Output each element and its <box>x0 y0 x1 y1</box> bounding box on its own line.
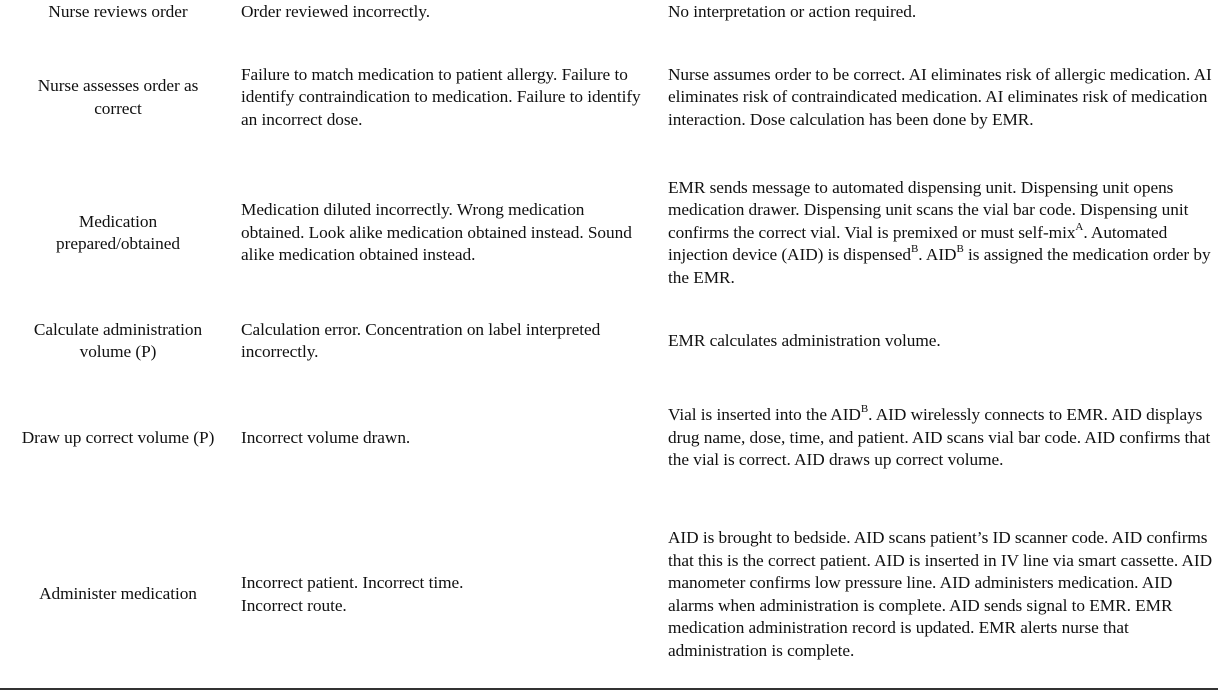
automated-process-cell: Vial is inserted into the $AID^B$. AID wirelessly connects to EMR. AID displays drug name, dose, time, and patient. AID scans vial bar code. AID confirms that the vial is correct. AID draws up correct volume. <box>668 403 1211 470</box>
process-step-cell: Draw up correct volume (P) <box>21 427 215 447</box>
automated-process-cell: No interpretation or action required. <box>668 1 917 21</box>
footnote-b-marker: B <box>956 243 964 256</box>
potential-error-cell: Incorrect patient. Incorrect time. Incorrect route. <box>241 573 464 615</box>
potential-error-cell: Medication diluted incorrectly. Wrong medication obtained. Look alike medication obtained instead. Sound alike medication obtained instead. <box>241 200 632 265</box>
automated-process-cell: Nurse assumes order to be correct. AI eliminates risk of allergic medication. AI eliminates risk of contraindicated medication. AI eliminates risk of medication interaction. Dose calculation has been done by EMR. <box>668 64 1212 129</box>
footnote-a-marker: A <box>1075 220 1084 233</box>
potential-error-cell: Order reviewed incorrectly. <box>241 1 430 21</box>
potential-error-cell: Failure to match medication to patient allergy. Failure to identify contraindication to medication. Failure to identify an incorrect dose. <box>241 64 641 129</box>
table-row <box>0 174 1218 292</box>
process-step-cell: Nurse reviews order <box>48 1 188 21</box>
table-row <box>0 0 1218 24</box>
process-step-cell: Nurse assesses order as correct <box>37 76 199 118</box>
potential-error-cell: Calculation error. Concentration on label interpreted incorrectly. <box>241 319 601 361</box>
table-bottom-rule <box>0 688 1218 690</box>
automated-process-cell: AID is brought to bedside. AID scans patient’s ID scanner code. AID confirms that this is the correct patient. AID is inserted in IV line via smart cassette. AID manometer confirms low pressure line. AID administers medication. AID alarms when administration is complete. AID sends signal to EMR. EMR medication administration record is updated. EMR alerts nurse that administration is complete. <box>668 528 1213 660</box>
process-step-cell: Administer medication <box>39 584 197 604</box>
automated-process-cell: EMR calculates administration volume. <box>668 330 941 350</box>
table-row <box>0 52 1218 143</box>
table-row <box>0 513 1218 676</box>
automated-process-cell: EMR sends message to automated dispensing unit. Dispensing unit opens medication drawer. Dispensing unit scans the vial bar code. Dispensing unit confirms the correct vial. Vial is premixed or must self-mix$^A$. Automated injection device (AID) is dispensed$^B$. $AID^B$ is assigned the medication order by the EMR. <box>668 177 1211 287</box>
footnote-b-marker: B <box>911 243 919 256</box>
table-row <box>0 391 1218 485</box>
footnote-b-marker: B <box>860 403 869 416</box>
process-step-cell: Medication prepared/obtained <box>56 211 180 253</box>
process-step-cell: Calculate administration volume (P) <box>33 319 203 361</box>
potential-error-cell: Incorrect volume drawn. <box>241 427 411 447</box>
table-row <box>0 318 1218 364</box>
